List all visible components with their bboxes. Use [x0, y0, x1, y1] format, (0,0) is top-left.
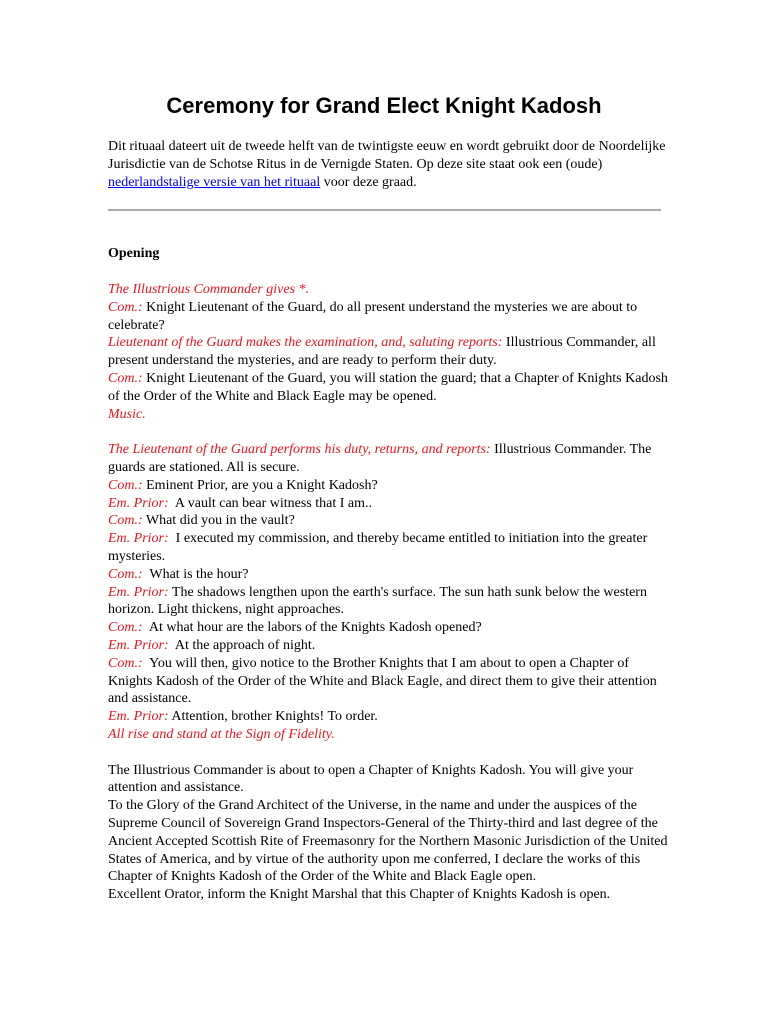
spoken-text: Excellent Orator, inform the Knight Marshal that this Chapter of Knights Kadosh is open. — [108, 887, 611, 903]
spoken-text: At the approach of night. — [168, 637, 316, 653]
spoken-text: At what hour are the labors of the Knights Kadosh opened? — [142, 620, 482, 636]
speaker-cue: Com.: — [108, 299, 143, 315]
ritual-line — [108, 726, 668, 744]
speaker-cue: Em. Prior: — [108, 584, 169, 600]
intro-paragraph — [108, 138, 668, 192]
speaker-cue: Em. Prior: — [108, 637, 169, 653]
spoken-text: Knight Lieutenant of the Guard, you will station the guard; that a Chapter of Knights Kadosh of the Order of the White and Black Eagle may be opened. — [108, 370, 672, 404]
ritual-line — [108, 334, 668, 370]
ritual-line — [108, 708, 668, 726]
ritual-line — [108, 281, 668, 299]
paragraph-gap — [108, 423, 668, 441]
speaker-cue: Em. Prior: — [108, 495, 169, 511]
speaker-cue: Com.: — [108, 513, 143, 529]
spoken-text: I executed my commission, and thereby became entitled to initiation into the greater mysteries. — [108, 531, 651, 564]
ritual-line — [108, 530, 668, 566]
speaker-cue: All rise and stand at the Sign of Fidelity. — [108, 726, 335, 742]
section-heading: Opening — [108, 246, 160, 261]
ritual-line — [108, 406, 668, 424]
speaker-cue: Em. Prior: — [108, 531, 169, 547]
ritual-line — [108, 655, 668, 708]
ritual-line — [108, 299, 668, 335]
ritual-line — [108, 886, 668, 904]
paragraph-gap — [108, 744, 668, 762]
spoken-text: The shadows lengthen upon the earth's surface. The sun hath sunk below the western horizon. Light thickens, night approaches. — [108, 584, 651, 618]
ritual-line — [108, 441, 668, 477]
ritual-line — [108, 477, 668, 495]
ritual-line — [108, 637, 668, 655]
speaker-cue: Com.: — [108, 566, 143, 582]
ritual-line — [108, 512, 668, 530]
intro-text-end: voor deze graad. — [320, 175, 417, 190]
ritual-line — [108, 370, 672, 406]
speaker-cue: Em. Prior: — [108, 709, 169, 725]
speaker-cue: Com.: — [108, 620, 143, 636]
spoken-text: Eminent Prior, are you a Knight Kadosh? — [142, 477, 378, 493]
dutch-version-link[interactable]: nederlandstalige versie van het rituaal — [108, 175, 321, 190]
spoken-text: The Illustrious Commander is about to open a Chapter of Knights Kadosh. You will give your attention and assistance. — [108, 762, 637, 796]
speaker-cue: Lieutenant of the Guard makes the examination, and, saluting reports: — [108, 335, 503, 351]
speaker-cue: Music. — [108, 406, 146, 422]
page-title: Ceremony for Grand Elect Knight Kadosh — [166, 93, 602, 118]
speaker-cue: The Lieutenant of the Guard performs his duty, returns, and reports: — [108, 442, 491, 458]
ritual-line — [108, 797, 671, 886]
spoken-text: Attention, brother Knights! To order. — [168, 709, 378, 725]
ritual-line — [108, 762, 668, 798]
speaker-cue: Com.: — [108, 370, 143, 386]
spoken-text: You will then, givo notice to the Brother Knights that I am about to open a Chapter of Knights Kadosh of the Order of the White and Black Eagle, and direct them to give their attention and assistance. — [108, 655, 661, 707]
spoken-text: A vault can bear witness that I am.. — [168, 495, 373, 511]
spoken-text: Illustrious Commander, all present understand the mysteries, and are ready to perform their duty. — [108, 335, 660, 369]
spoken-text: What is the hour? — [142, 566, 249, 582]
intro-text: Dit rituaal dateert uit de tweede helft van de twintigste eeuw en wordt gebruikt door de Noordelijke Jurisdictie van de Schotse Ritus in de Vernigde Staten. Op deze site staat ook een (oude) — [108, 139, 666, 172]
speaker-cue: Com.: — [108, 655, 143, 671]
ritual-line — [108, 584, 668, 620]
ritual-line — [108, 619, 668, 637]
spoken-text: What did you in the vault? — [142, 513, 295, 529]
horizontal-divider — [108, 209, 661, 211]
ritual-text — [108, 281, 672, 904]
spoken-text: Illustrious Commander. The guards are stationed. All is secure. — [108, 442, 655, 475]
spoken-text: To the Glory of the Grand Architect of the Universe, in the name and under the auspices of the Supreme Council of Sovereign Grand Inspectors-General of the Thirty-third and last degree of the Ancient Accepted Scottish Rite of Freemasonry for the Northern Masonic Jurisdiction of the United States of America, and by virtue of the authority upon me conferred, I declare the works of this Chapter of Knights Kadosh of the Order of the White and Black Eagle open. — [108, 798, 671, 885]
speaker-cue: The Illustrious Commander gives *. — [108, 282, 310, 297]
ritual-line — [108, 566, 668, 584]
speaker-cue: Com.: — [108, 477, 143, 493]
spoken-text: Knight Lieutenant of the Guard, do all present understand the mysteries we are about to celebrate? — [108, 299, 641, 333]
ritual-line — [108, 495, 668, 513]
